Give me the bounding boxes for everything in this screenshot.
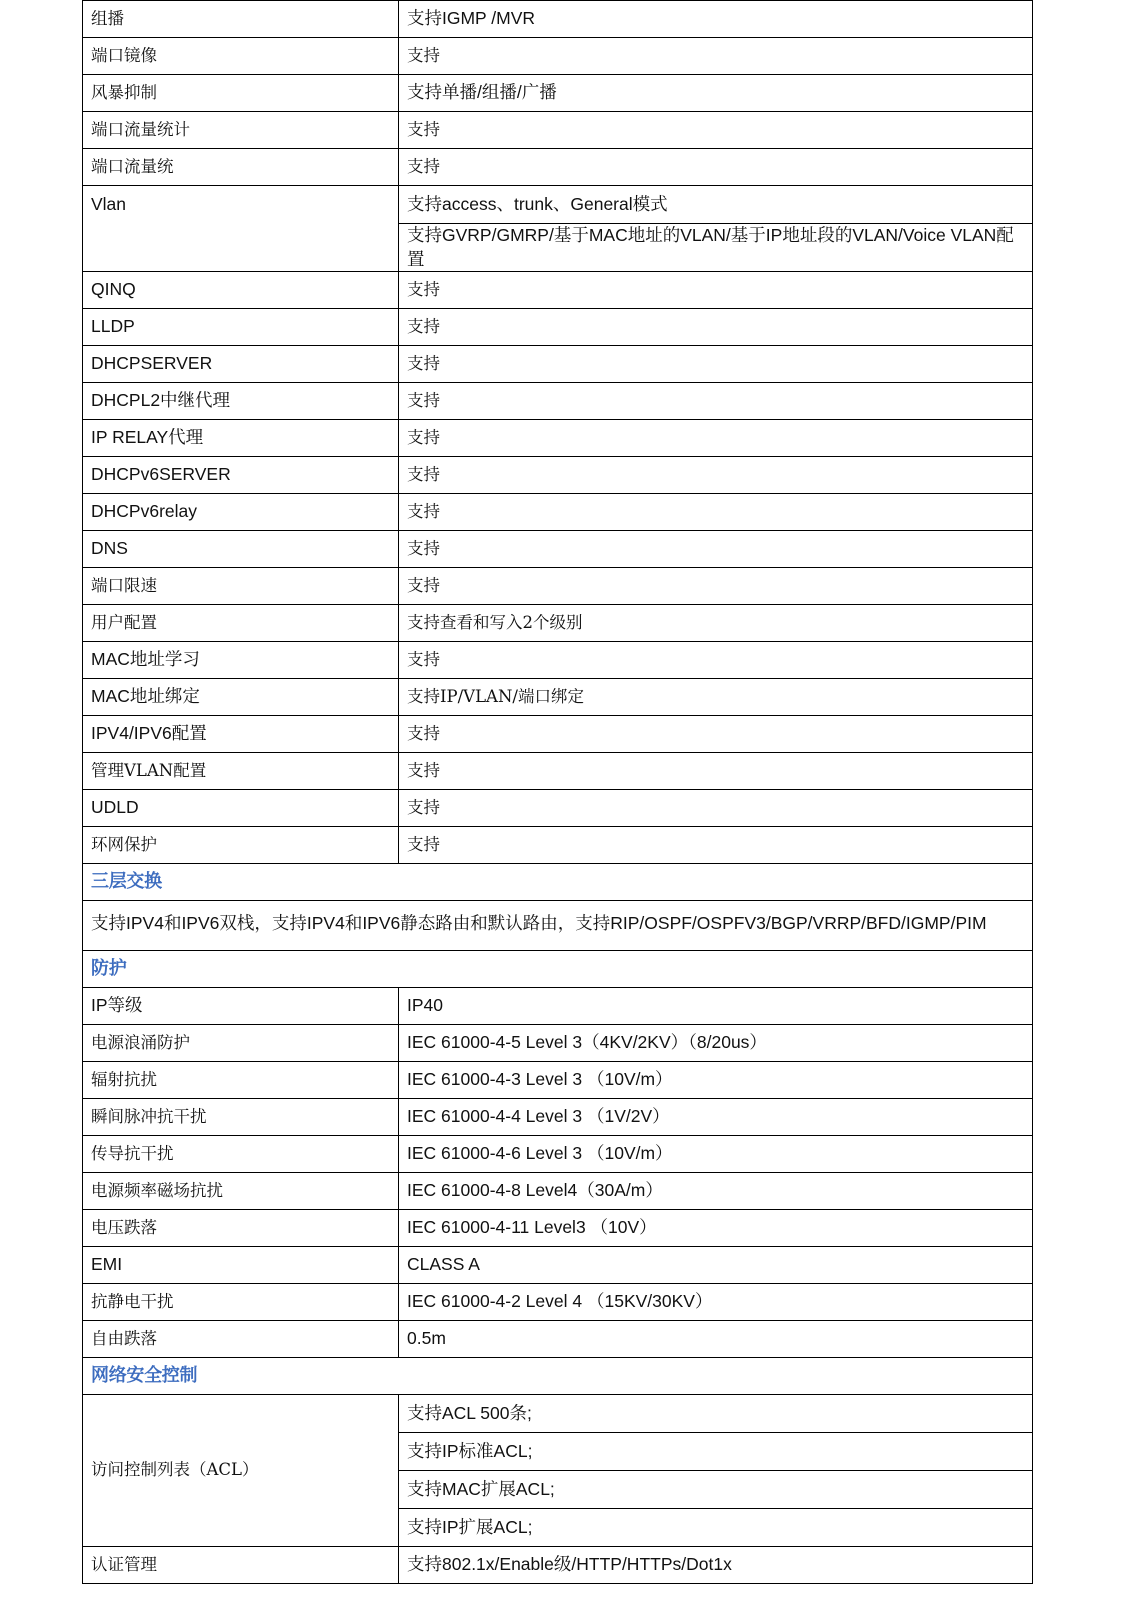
- table-row: [83, 494, 1033, 531]
- acl-values-cell: [399, 1395, 1033, 1547]
- table-row: [83, 1210, 1033, 1247]
- l3-description: 支持IPV4和IPV6双栈，支持IPV4和IPV6静态路由和默认路由，支持RIP/OSPF/OSPFV3/BGP/VRRP/BFD/IGMP/PIM: [83, 901, 1033, 951]
- row-label: 电源浪涌防护: [83, 1025, 399, 1062]
- row-value: 支持: [399, 309, 1033, 346]
- row-label: IP等级: [83, 988, 399, 1025]
- row-value: 支持IP/VLAN/端口绑定: [399, 679, 1033, 716]
- table-row: [83, 531, 1033, 568]
- table-row: [83, 753, 1033, 790]
- row-value: 支持: [399, 753, 1033, 790]
- section-header-row-protection: [83, 951, 1033, 988]
- acl-item: 支持IP扩展ACL;: [399, 1509, 1032, 1547]
- acl-item: 支持ACL 500条;: [399, 1395, 1032, 1433]
- table-row-vlan: [83, 186, 1033, 272]
- acl-subrow-table: [399, 1395, 1032, 1546]
- row-value: 支持: [399, 420, 1033, 457]
- table-row: [83, 420, 1033, 457]
- row-value: 支持: [399, 494, 1033, 531]
- table-row: [83, 605, 1033, 642]
- table-row: [83, 272, 1033, 309]
- row-value: 支持IGMP /MVR: [399, 1, 1033, 38]
- row-value: 支持: [399, 568, 1033, 605]
- row-value: IEC 61000-4-3 Level 3 （10V/m）: [399, 1062, 1033, 1099]
- row-label: 环网保护: [83, 827, 399, 864]
- table-row: [83, 1284, 1033, 1321]
- table-row: [83, 1062, 1033, 1099]
- row-label: DHCPL2中继代理: [83, 383, 399, 420]
- acl-item: 支持IP标准ACL;: [399, 1433, 1032, 1471]
- row-value: IEC 61000-4-8 Level4（30A/m）: [399, 1173, 1033, 1210]
- row-value: 支持: [399, 531, 1033, 568]
- section-title-protection: 防护: [83, 951, 1033, 988]
- row-value: IEC 61000-4-5 Level 3（4KV/2KV）（8/20us）: [399, 1025, 1033, 1062]
- row-label: 辐射抗扰: [83, 1062, 399, 1099]
- row-value: IEC 61000-4-6 Level 3 （10V/m）: [399, 1136, 1033, 1173]
- row-label: 自由跌落: [83, 1321, 399, 1358]
- row-label: 抗静电干扰: [83, 1284, 399, 1321]
- row-label: MAC地址学习: [83, 642, 399, 679]
- table-row: [83, 642, 1033, 679]
- table-row: [83, 827, 1033, 864]
- table-row: [83, 457, 1033, 494]
- row-label: 端口流量统计: [83, 112, 399, 149]
- row-value: 支持: [399, 272, 1033, 309]
- section-title-security: 网络安全控制: [83, 1358, 1033, 1395]
- row-label: LLDP: [83, 309, 399, 346]
- vlan-values-cell: [399, 186, 1033, 272]
- vlan-feature-text: 支持GVRP/GMRP/基于MAC地址的VLAN/基于IP地址段的VLAN/Voice VLAN配置: [399, 224, 1032, 272]
- table-row: [83, 149, 1033, 186]
- row-label: MAC地址绑定: [83, 679, 399, 716]
- row-label: DHCPSERVER: [83, 346, 399, 383]
- table-row: [83, 38, 1033, 75]
- table-row: [83, 1136, 1033, 1173]
- row-value: 支持: [399, 642, 1033, 679]
- acl-subrow: [399, 1509, 1032, 1547]
- table-row-acl: [83, 1395, 1033, 1547]
- vlan-subrow: [399, 186, 1032, 224]
- acl-subrow: [399, 1395, 1032, 1433]
- row-label: 端口流量统: [83, 149, 399, 186]
- row-value: 支持802.1x/Enable级/HTTP/HTTPs/Dot1x: [399, 1547, 1033, 1584]
- table-row: [83, 1, 1033, 38]
- vlan-mode-text: 支持access、trunk、General模式: [399, 186, 1032, 224]
- table-row: [83, 1173, 1033, 1210]
- row-label: QINQ: [83, 272, 399, 309]
- acl-subrow: [399, 1471, 1032, 1509]
- table-row: [83, 679, 1033, 716]
- acl-item: 支持MAC扩展ACL;: [399, 1471, 1032, 1509]
- row-value: 支持: [399, 716, 1033, 753]
- row-label: 电压跌落: [83, 1210, 399, 1247]
- table-row: [83, 568, 1033, 605]
- row-value: 支持: [399, 827, 1033, 864]
- row-value: IEC 61000-4-2 Level 4 （15KV/30KV）: [399, 1284, 1033, 1321]
- row-label: 认证管理: [83, 1547, 399, 1584]
- row-label: Vlan: [83, 186, 399, 272]
- table-row: [83, 309, 1033, 346]
- row-label: DHCPv6relay: [83, 494, 399, 531]
- section-paragraph-row-l3: [83, 901, 1033, 951]
- section-title-l3: 三层交换: [83, 864, 1033, 901]
- table-row: [83, 383, 1033, 420]
- row-value: 0.5m: [399, 1321, 1033, 1358]
- table-row: [83, 1247, 1033, 1284]
- row-label: 组播: [83, 1, 399, 38]
- row-value: IEC 61000-4-4 Level 3 （1V/2V）: [399, 1099, 1033, 1136]
- row-value: 支持: [399, 346, 1033, 383]
- row-label: EMI: [83, 1247, 399, 1284]
- table-row: [83, 112, 1033, 149]
- acl-label: 访问控制列表（ACL）: [83, 1395, 399, 1547]
- table-row: [83, 988, 1033, 1025]
- table-row: [83, 1025, 1033, 1062]
- row-label: 瞬间脉冲抗干扰: [83, 1099, 399, 1136]
- row-value: CLASS A: [399, 1247, 1033, 1284]
- acl-subrow: [399, 1433, 1032, 1471]
- row-label: 端口限速: [83, 568, 399, 605]
- row-value: 支持单播/组播/广播: [399, 75, 1033, 112]
- row-label: 电源频率磁场抗扰: [83, 1173, 399, 1210]
- row-value: 支持查看和写入2个级别: [399, 605, 1033, 642]
- row-value: 支持: [399, 38, 1033, 75]
- row-value: IP40: [399, 988, 1033, 1025]
- row-label: 传导抗干扰: [83, 1136, 399, 1173]
- vlan-subrow: [399, 224, 1032, 272]
- table-row: [83, 1321, 1033, 1358]
- row-value: 支持: [399, 383, 1033, 420]
- row-label: 风暴抑制: [83, 75, 399, 112]
- row-label: 用户配置: [83, 605, 399, 642]
- row-label: 管理VLAN配置: [83, 753, 399, 790]
- row-label: 端口镜像: [83, 38, 399, 75]
- row-value: IEC 61000-4-11 Level3 （10V）: [399, 1210, 1033, 1247]
- vlan-subrow-table: [399, 186, 1032, 271]
- row-value: 支持: [399, 112, 1033, 149]
- row-label: IPV4/IPV6配置: [83, 716, 399, 753]
- row-label: DNS: [83, 531, 399, 568]
- table-row: [83, 346, 1033, 383]
- row-value: 支持: [399, 790, 1033, 827]
- table-row: [83, 790, 1033, 827]
- table-row: [83, 716, 1033, 753]
- section-header-row-security: [83, 1358, 1033, 1395]
- row-value: 支持: [399, 149, 1033, 186]
- row-label: DHCPv6SERVER: [83, 457, 399, 494]
- row-value: 支持: [399, 457, 1033, 494]
- section-header-row-l3: [83, 864, 1033, 901]
- row-label: UDLD: [83, 790, 399, 827]
- specification-table: [82, 0, 1033, 1584]
- table-row: [83, 1547, 1033, 1584]
- table-row: [83, 1099, 1033, 1136]
- table-row: [83, 75, 1033, 112]
- row-label: IP RELAY代理: [83, 420, 399, 457]
